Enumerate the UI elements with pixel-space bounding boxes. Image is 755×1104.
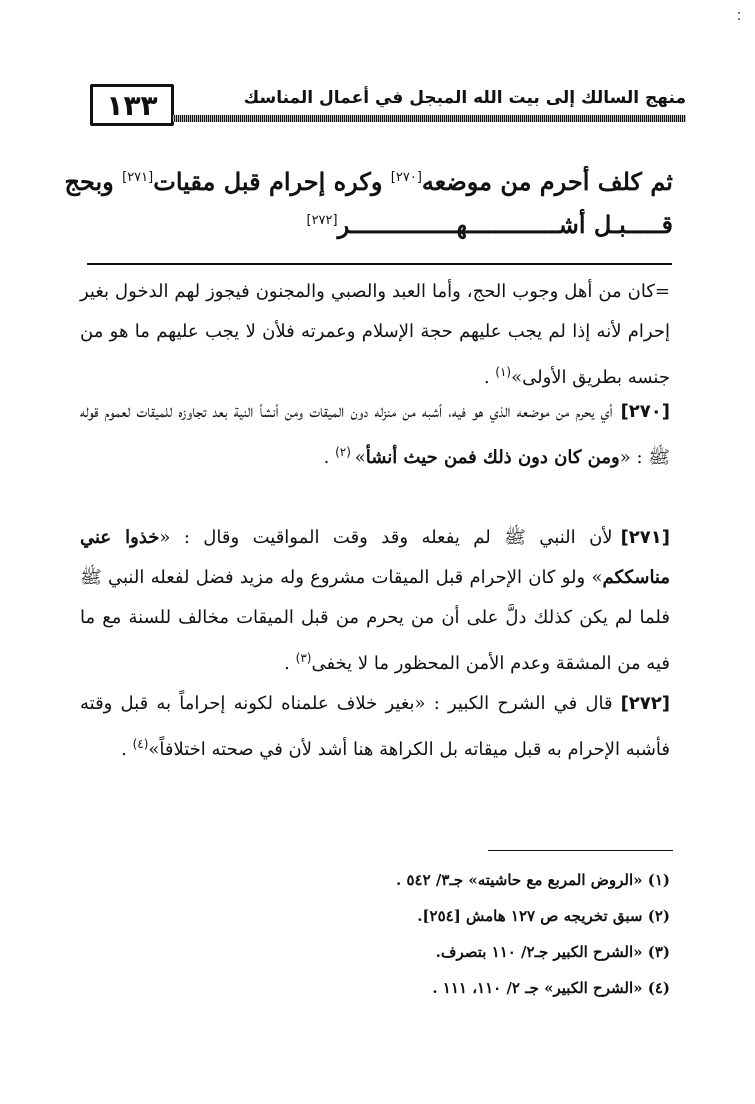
matn-text: ثم كلف أحرم من موضعه	[421, 167, 673, 196]
footnote-3: (٣) «الشرح الكبير جـ٢/ ١١٠ بتصرف.	[435, 943, 670, 961]
commentary-ref-272: [٢٧٢]	[620, 693, 670, 714]
footnote-4: (٤) «الشرح الكبير» جـ ٢/ ١١٠، ١١١ .	[432, 979, 670, 997]
commentary-paragraph-272	[80, 684, 670, 770]
commentary-text: .	[121, 739, 133, 760]
hadith-quote: ومن كان دون ذلك فمن حيث أنشأ	[365, 447, 620, 468]
commentary-text: لأن النبي ﷺ لم يفعله وقد وقت المواقيت وقال : «	[159, 527, 613, 548]
matn-verse-line-1	[64, 167, 673, 196]
matn-text: وبحج	[64, 167, 123, 196]
commentary-text: .	[284, 653, 296, 674]
page-number: ١٣٣	[90, 84, 174, 126]
footnote-2: (٢) سبق تخريجه ص ١٢٧ هامش [٢٥٤].	[417, 907, 670, 925]
commentary-text: أي يحرم من موضعه الذي هو فيه، أشبه من منزله دون الميقات ومن أنشأ النية بعد تجاوزه للميقات لعموم قوله ﷺ : «	[80, 401, 670, 468]
commentary-text: » ولو كان الإحرام قبل الميقات مشروع وله مزيد فضل لفعله النبي ﷺ فلما لم يكن كذلك دلَّ على أن من يحرم من قبل الميقات مخالف للسنة مع ما فيه من المشقة وعدم الأمن المحظور ما لا يخفى	[80, 567, 670, 674]
matn-ref-271: [٢٧١]	[122, 170, 154, 185]
footnote-marker-1: (١)	[495, 365, 512, 379]
scan-speck	[738, 12, 740, 14]
commentary-text: .	[483, 367, 496, 388]
commentary-continuation	[80, 272, 670, 398]
commentary-paragraph-271	[80, 518, 670, 684]
matn-text: قـــــبـل أشـــــــــــــهـــــــــــــــر	[337, 210, 673, 239]
matn-text: وكره إحرام قبل مقيات	[153, 167, 391, 196]
matn-ref-272: [٢٧٢]	[306, 213, 338, 228]
commentary-text: =كان من أهل وجوب الحج، وأما العبد والصبي والمجنون فيجوز لهم الدخول بغير إحرام لأنه إذا لم يجب عليهم حجة الإسلام وعمرته فلأن لا يجب عليهم ما هو من جنسه بطريق الأولى»	[80, 281, 670, 388]
footnote-separator	[488, 850, 673, 851]
footnote-marker-2: (٢)	[335, 445, 355, 459]
commentary-ref-271: [٢٧١]	[620, 527, 670, 548]
header-rule	[172, 115, 686, 122]
footnote-marker-4: (٤)	[132, 737, 149, 751]
running-title: منهج السالك إلى بيت الله المبجل في أعمال المناسك	[243, 88, 686, 108]
matn-divider	[87, 263, 672, 265]
footnotes	[80, 862, 670, 1006]
commentary-text: »	[354, 447, 366, 468]
page-header	[86, 80, 686, 128]
matn-ref-270: [٢٧٠]	[390, 170, 422, 185]
matn-verse-line-2	[83, 210, 673, 239]
commentary-text: .	[323, 447, 336, 468]
commentary-ref-270: [٢٧٠]	[620, 401, 670, 422]
hadith-quote: خذوا عني مناسككم	[80, 527, 670, 588]
footnote-marker-3: (٣)	[295, 651, 312, 665]
footnote-1: (١) «الروض المربع مع حاشيته» جـ٣/ ٥٤٢ .	[396, 871, 670, 889]
commentary-paragraph-270	[80, 392, 670, 478]
commentary-text: قال في الشرح الكبير : «بغير خلاف علمناه لكونه إحراماً به قبل وقته فأشبه الإحرام به قبل ميقاته بل الكراهة هنا أشد لأن في صحته اختلافاً»	[80, 693, 670, 760]
scan-speck	[738, 18, 740, 20]
